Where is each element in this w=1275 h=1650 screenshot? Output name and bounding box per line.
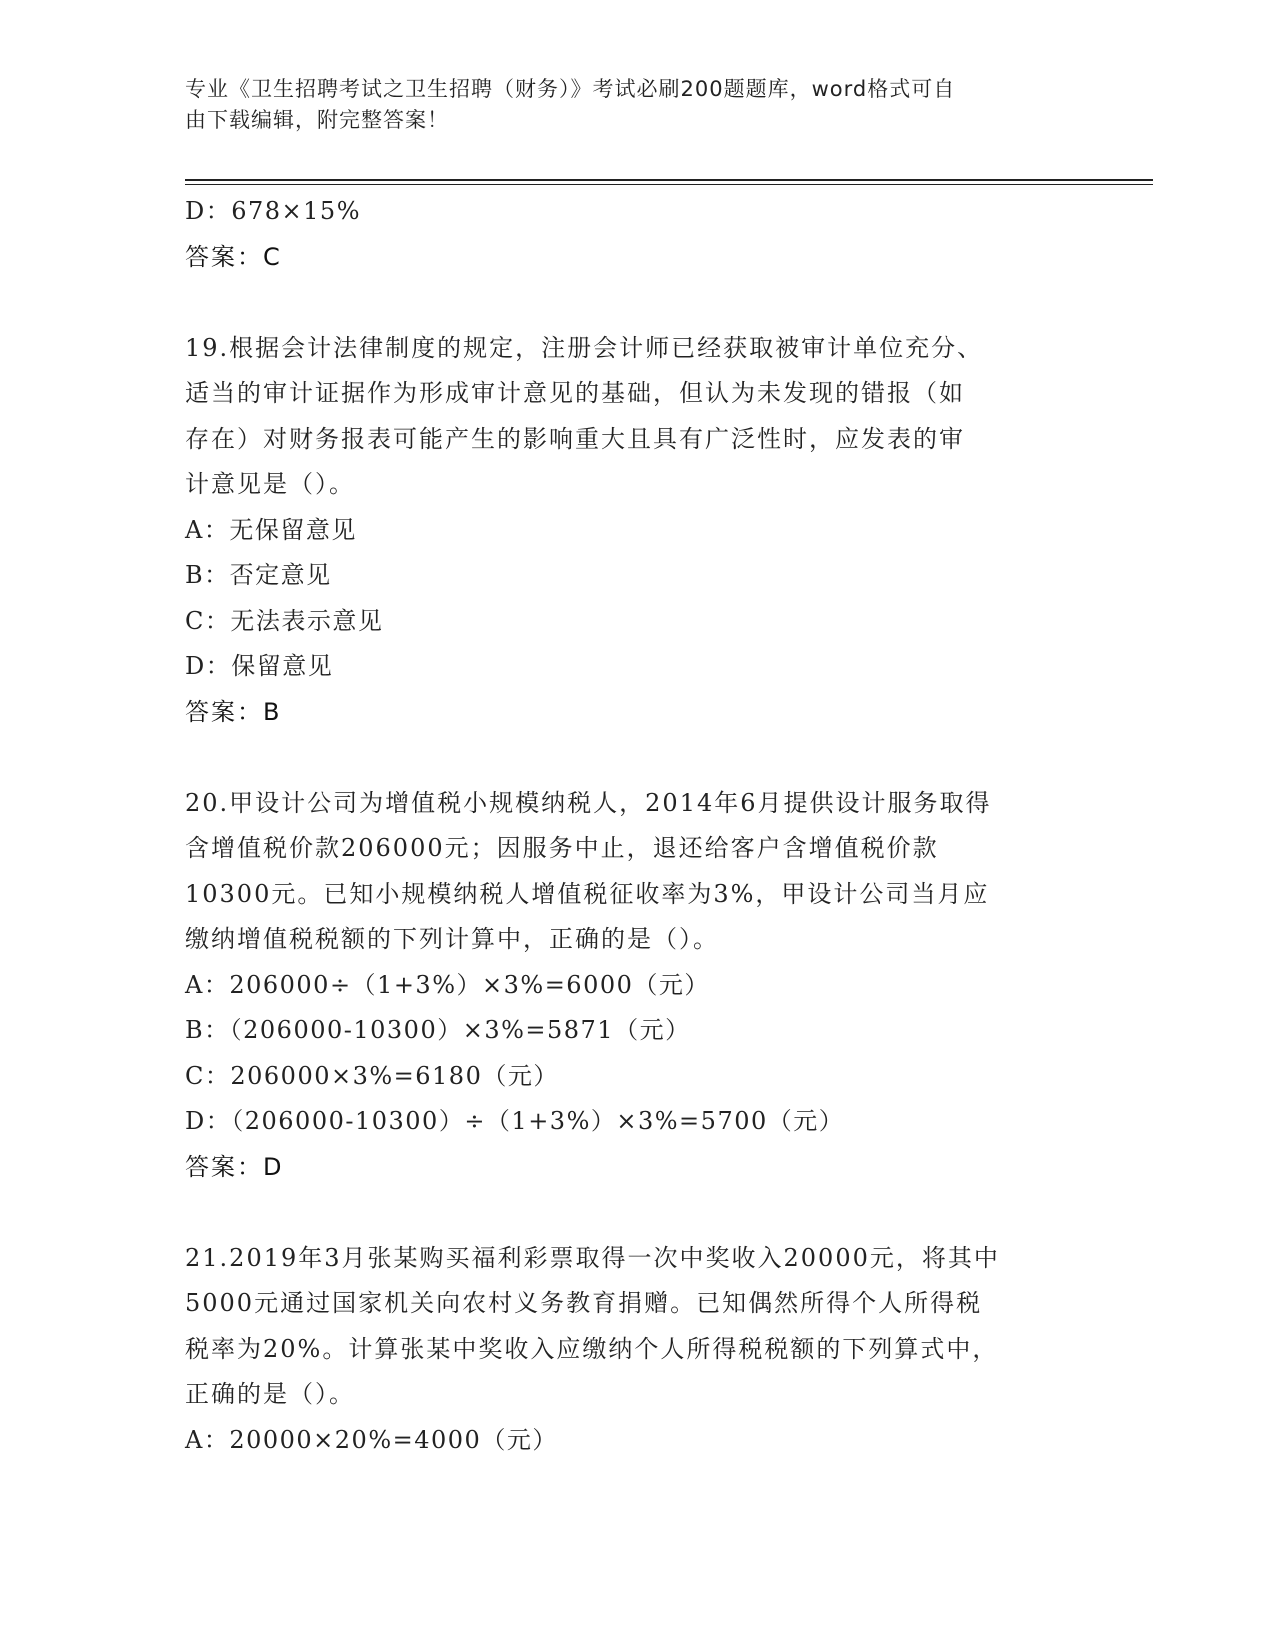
option-a: A：20000×20%=4000（元） xyxy=(185,1425,558,1454)
question-text-line: 21.2019年3月张某购买福利彩票取得一次中奖收入20000元，将其中 xyxy=(185,1243,1000,1272)
answer-label: 答案：B xyxy=(185,697,282,726)
document-header xyxy=(185,74,1065,136)
spacer xyxy=(185,1190,1085,1236)
question-text-line: 20.甲设计公司为增值税小规模纳税人，2014年6月提供设计服务取得 xyxy=(185,788,992,817)
header-line-2: 由下载编辑，附完整答案！ xyxy=(185,108,449,132)
question-text-line: 缴纳增值税税额的下列计算中，正确的是（）。 xyxy=(185,925,719,953)
question-text-line: 含增值税价款206000元；因服务中止，退还给客户含增值税价款 xyxy=(185,834,939,862)
question-text-line: 计意见是（）。 xyxy=(185,470,355,498)
question-21 xyxy=(185,1236,1085,1464)
question-text-line: 税率为20%。计算张某中奖收入应缴纳个人所得税税额的下列算式中， xyxy=(185,1334,999,1363)
question-text-line: 19.根据会计法律制度的规定，注册会计师已经获取被审计单位充分、 xyxy=(185,333,984,362)
header-line-1: 专业《卫生招聘考试之卫生招聘（财务）》考试必刷200题题库，word格式可自 xyxy=(185,77,956,101)
question-text-line: 10300元。已知小规模纳税人增值税征收率为3%，甲设计公司当月应 xyxy=(185,879,990,908)
option-b: B：否定意见 xyxy=(185,561,332,589)
spacer xyxy=(185,280,1085,326)
option-d: D：保留意见 xyxy=(185,652,334,680)
question-19 xyxy=(185,326,1085,736)
question-text-line: 适当的审计证据作为形成审计意见的基础，但认为未发现的错报（如 xyxy=(185,379,965,407)
question-20 xyxy=(185,781,1085,1191)
question-text-line: 正确的是（）。 xyxy=(185,1380,355,1408)
option-b: B：（206000-10300）×3%=5871（元） xyxy=(185,1016,691,1044)
answer-label: 答案：D xyxy=(185,1152,284,1181)
option-a: A：206000÷（1+3%）×3%=6000（元） xyxy=(185,970,710,999)
header-divider-thick xyxy=(185,179,1153,181)
spacer xyxy=(185,735,1085,781)
option-c: C：206000×3%=6180（元） xyxy=(185,1061,559,1090)
question-text-line: 存在）对财务报表可能产生的影响重大且具有广泛性时，应发表的审 xyxy=(185,424,965,453)
question-text-line: 5000元通过国家机关向农村义务教育捐赠。已知偶然所得个人所得税 xyxy=(185,1289,983,1317)
option-a: A：无保留意见 xyxy=(185,515,357,544)
document-body xyxy=(185,189,1085,1463)
header-divider-thin xyxy=(185,184,1153,185)
option-c: C：无法表示意见 xyxy=(185,606,384,635)
option-d: D：（206000-10300）÷（1+3%）×3%=5700（元） xyxy=(185,1107,845,1135)
option-d: D：678×15% xyxy=(185,197,362,225)
answer-label: 答案：C xyxy=(185,242,282,271)
